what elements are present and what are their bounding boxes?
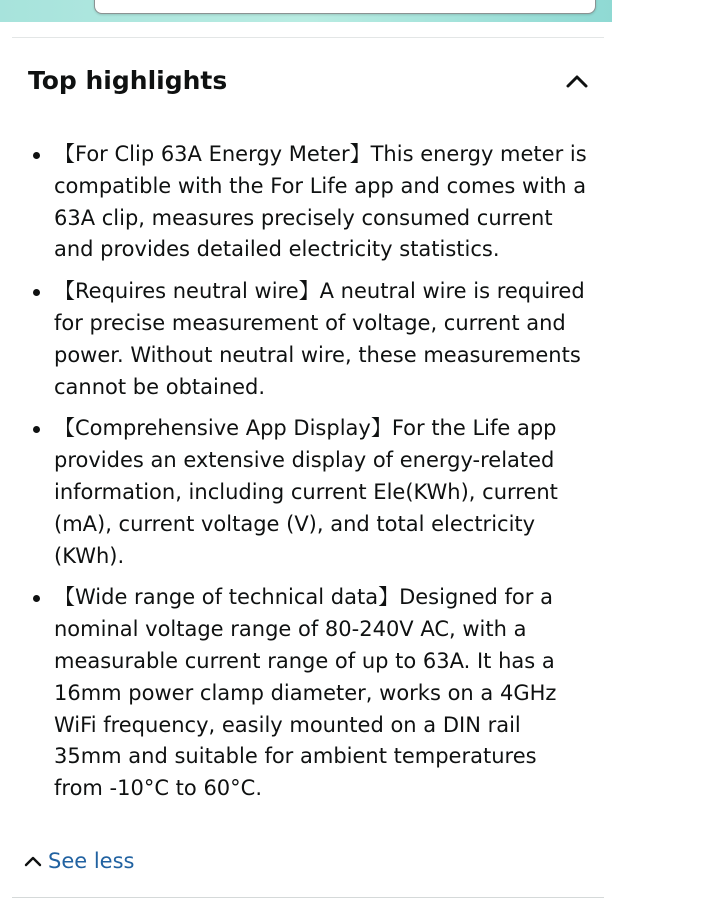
list-item (30, 582, 590, 805)
chevron-up-icon (24, 854, 42, 868)
chevron-up-icon[interactable] (564, 68, 590, 94)
bullet-icon (33, 595, 40, 602)
bullet-icon (33, 152, 40, 159)
highlight-text: 【Comprehensive App Display】For the Life app provides an extensive display of energy-related information, including current Ele(KWh), current (mA), current voltage (V), and total electricity (KWh). (54, 416, 558, 568)
list-item (30, 139, 590, 266)
highlight-text: 【Requires neutral wire】A neutral wire is required for precise measurement of voltage, current and power. Without neutral wire, these measurements cannot be obtained. (54, 279, 585, 399)
bullet-icon (33, 289, 40, 296)
list-item (30, 413, 590, 572)
top-highlights-header[interactable] (28, 60, 592, 104)
section-title: Top highlights (28, 66, 228, 95)
see-less-label: See less (48, 849, 135, 873)
list-item (30, 276, 590, 403)
header-band (0, 0, 612, 22)
highlights-list (30, 139, 590, 815)
see-less-link[interactable] (24, 846, 134, 876)
section-divider (12, 897, 604, 898)
bullet-icon (33, 426, 40, 433)
highlight-text: 【For Clip 63A Energy Meter】This energy meter is compatible with the For Life app and comes with a 63A clip, measures precisely consumed current and provides detailed electricity statistics. (54, 142, 587, 262)
highlight-text: 【Wide range of technical data】Designed for a nominal voltage range of 80-240V AC, with a measurable current range of up to 63A. It has a 16mm power clamp diameter, works on a 4GHz WiFi frequency, easily mounted on a DIN rail 35mm and suitable for ambient temperatures from -10°C to 60°C. (54, 585, 557, 801)
search-input[interactable] (94, 0, 596, 14)
section-divider (12, 37, 604, 38)
